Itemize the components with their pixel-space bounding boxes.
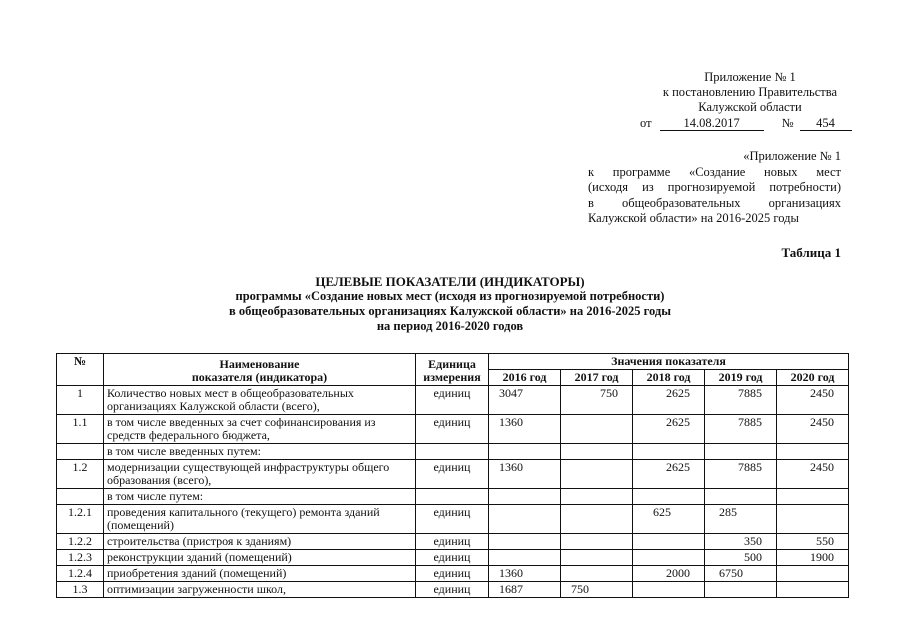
row-name: модернизации существующей инфраструктуры общего образования (всего), — [104, 460, 416, 489]
row-name: Количество новых мест в общеобразовательных организациях Калужской области (всего), — [104, 386, 416, 415]
row-name: приобретения зданий (помещений) — [104, 566, 416, 582]
value-2020: 550 — [777, 534, 849, 550]
value-2019: 7885 — [705, 460, 777, 489]
value-2020 — [777, 566, 849, 582]
appendix-2-line-3: (исходя из прогнозируемой потребности) — [588, 180, 841, 194]
table-row — [57, 566, 849, 582]
row-name: в том числе введенных путем: — [104, 444, 416, 460]
header-unit-line-1: Единица — [428, 357, 476, 371]
row-number: 1.2 — [57, 460, 104, 489]
row-number: 1.3 — [57, 582, 104, 598]
row-name: проведения капитального (текущего) ремонта зданий (помещений) — [104, 505, 416, 534]
resolution-number: 454 — [800, 116, 852, 131]
value-2018 — [633, 550, 705, 566]
row-unit: единиц — [416, 505, 489, 534]
table-label: Таблица 1 — [781, 245, 841, 260]
row-name: оптимизации загруженности школ, — [104, 582, 416, 598]
value-2019: 7885 — [705, 386, 777, 415]
value-2020: 2450 — [777, 460, 849, 489]
value-2016 — [489, 489, 561, 505]
header-year: 2016 год — [489, 370, 561, 386]
row-number — [57, 444, 104, 460]
value-2018: 2000 — [633, 566, 705, 582]
appendix-1-block — [630, 70, 870, 131]
value-2020: 2450 — [777, 415, 849, 444]
appendix-2-line-4: в общеобразовательных организациях — [588, 195, 841, 210]
value-2019: 7885 — [705, 415, 777, 444]
row-unit — [416, 444, 489, 460]
row-name: в том числе путем: — [104, 489, 416, 505]
header-unit-line-2: измерения — [423, 370, 481, 384]
header-year: 2018 год — [633, 370, 705, 386]
value-2019: 6750 — [705, 566, 777, 582]
value-2017 — [561, 489, 633, 505]
value-2017: 750 — [561, 582, 633, 598]
indicators-table — [56, 353, 849, 598]
row-number: 1.2.2 — [57, 534, 104, 550]
value-2018 — [633, 489, 705, 505]
header-row-1 — [57, 354, 849, 370]
value-2018: 625 — [633, 505, 705, 534]
value-2016: 1687 — [489, 582, 561, 598]
row-unit: единиц — [416, 566, 489, 582]
value-2019 — [705, 489, 777, 505]
resolution-date: 14.08.2017 — [660, 116, 764, 131]
value-2020 — [777, 444, 849, 460]
appendix-2-line-2: к программе «Создание новых мест — [588, 164, 841, 179]
value-2018 — [633, 582, 705, 598]
title-line-1: ЦЕЛЕВЫЕ ПОКАЗАТЕЛИ (ИНДИКАТОРЫ) — [315, 274, 585, 289]
row-unit: единиц — [416, 386, 489, 415]
value-2019: 500 — [705, 550, 777, 566]
value-2018: 2625 — [633, 386, 705, 415]
appendix-1-region: Калужской области — [698, 100, 802, 114]
value-2018 — [633, 444, 705, 460]
table-row — [57, 386, 849, 415]
table-row — [57, 505, 849, 534]
value-2016: 1360 — [489, 566, 561, 582]
value-2016 — [489, 550, 561, 566]
value-2018: 2625 — [633, 460, 705, 489]
table-row — [57, 582, 849, 598]
value-2017 — [561, 415, 633, 444]
value-2016: 1360 — [489, 460, 561, 489]
row-unit: единиц — [416, 550, 489, 566]
number-label: № — [781, 116, 794, 130]
header-year: 2019 год — [705, 370, 777, 386]
appendix-2-line-5: Калужской области» на 2016-2025 годы — [588, 211, 799, 225]
value-2019: 350 — [705, 534, 777, 550]
value-2017 — [561, 534, 633, 550]
table-row — [57, 460, 849, 489]
header-name-line-1: Наименование — [219, 357, 300, 371]
appendix-1-resolution: к постановлению Правительства — [662, 85, 838, 99]
header-year: 2017 год — [561, 370, 633, 386]
row-unit: единиц — [416, 415, 489, 444]
header-num: № — [57, 354, 104, 386]
appendix-2-title: «Приложение № 1 — [743, 149, 841, 163]
value-2019: 285 — [705, 505, 777, 534]
value-2016 — [489, 505, 561, 534]
value-2017 — [561, 460, 633, 489]
value-2017: 750 — [561, 386, 633, 415]
value-2020 — [777, 582, 849, 598]
row-number: 1 — [57, 386, 104, 415]
header-name-line-2: показателя (индикатора) — [191, 370, 328, 384]
value-2017 — [561, 566, 633, 582]
row-number: 1.2.4 — [57, 566, 104, 582]
row-number: 1.2.1 — [57, 505, 104, 534]
appendix-1-date-row — [630, 116, 870, 131]
row-number — [57, 489, 104, 505]
row-unit — [416, 489, 489, 505]
value-2020: 2450 — [777, 386, 849, 415]
value-2016: 1360 — [489, 415, 561, 444]
table-row — [57, 489, 849, 505]
value-2018: 2625 — [633, 415, 705, 444]
value-2017 — [561, 550, 633, 566]
header-values: Значения показателя — [489, 354, 849, 370]
title-line-2: программы «Создание новых мест (исходя из прогнозируемой потребности) — [235, 289, 665, 303]
value-2017 — [561, 505, 633, 534]
row-name: строительства (пристроя к зданиям) — [104, 534, 416, 550]
row-number: 1.1 — [57, 415, 104, 444]
from-label: от — [640, 116, 652, 130]
table-row — [57, 534, 849, 550]
table-row — [57, 444, 849, 460]
value-2020: 1900 — [777, 550, 849, 566]
value-2019 — [705, 444, 777, 460]
row-unit: единиц — [416, 582, 489, 598]
table-row — [57, 550, 849, 566]
value-2019 — [705, 582, 777, 598]
row-name: реконструкции зданий (помещений) — [104, 550, 416, 566]
value-2020 — [777, 505, 849, 534]
header-year: 2020 год — [777, 370, 849, 386]
value-2016: 3047 — [489, 386, 561, 415]
row-name: в том числе введенных за счет софинансирования из средств федерального бюджета, — [104, 415, 416, 444]
row-unit: единиц — [416, 460, 489, 489]
row-number: 1.2.3 — [57, 550, 104, 566]
value-2017 — [561, 444, 633, 460]
appendix-2-block — [588, 149, 841, 227]
title-line-4: на период 2016-2020 годов — [376, 319, 524, 333]
appendix-1-title: Приложение № 1 — [704, 70, 796, 84]
value-2020 — [777, 489, 849, 505]
value-2016 — [489, 444, 561, 460]
value-2016 — [489, 534, 561, 550]
row-unit: единиц — [416, 534, 489, 550]
header-name — [104, 354, 416, 386]
title-line-3: в общеобразовательных организациях Калужской области» на 2016-2025 годы — [228, 304, 672, 318]
header-unit — [416, 354, 489, 386]
table-row — [57, 415, 849, 444]
value-2018 — [633, 534, 705, 550]
document-title — [100, 274, 800, 334]
